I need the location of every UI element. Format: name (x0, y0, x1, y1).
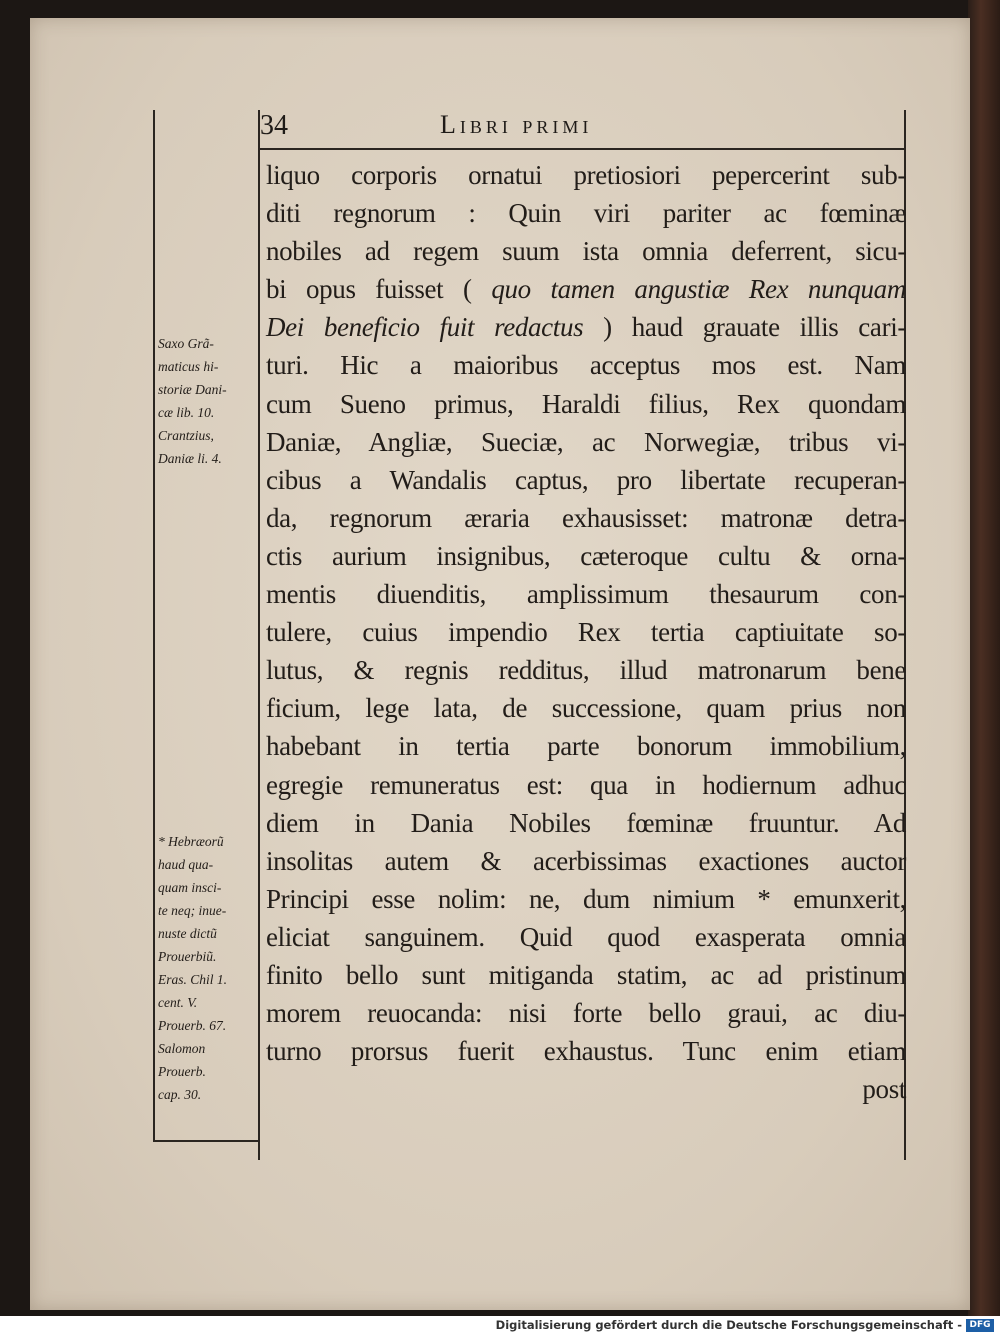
marginal-line: * Hebræorũ (158, 834, 224, 849)
text-line: Principi esse nolim: ne, dum nimium * emunxerit, (266, 883, 906, 914)
marginal-line: Eras. Chil 1. (158, 972, 228, 987)
text-line: nobiles ad regem suum ista omnia deferrent, sicu- (266, 236, 906, 267)
marginal-note-proverb (158, 830, 262, 1106)
marginal-line: Salomon (158, 1041, 206, 1056)
book-edge (968, 0, 1000, 1318)
text-line-mixed (266, 270, 906, 308)
text-line: ctis aurium insignibus, cæteroque cultu & orna- (266, 540, 906, 571)
text-line-mixed (266, 308, 906, 346)
marginal-line: maticus hi- (158, 359, 219, 374)
marginal-line: cent. V. (158, 995, 198, 1010)
marginal-line: Saxo Grã- (158, 336, 214, 351)
text-line: mentis diuenditis, amplissimum thesaurum con- (266, 579, 906, 610)
text-line: cum Sueno primus, Haraldi filius, Rex quondam (266, 388, 906, 419)
marginal-line: haud qua- (158, 857, 214, 872)
text-line: ficium, lege lata, de successione, quam prius non (266, 693, 906, 724)
text-span: bi opus fuisset ( (266, 274, 492, 305)
text-line: cibus a Wandalis captus, pro libertate recuperan- (266, 464, 906, 495)
body-text (266, 156, 906, 1108)
text-line: habebant in tertia parte bonorum immobilium, (266, 731, 906, 762)
marginal-line: Prouerb. 67. (158, 1018, 227, 1033)
text-line: Daniæ, Angliæ, Sueciæ, ac Norwegiæ, tribus vi- (266, 426, 906, 457)
marginal-note-saxo (158, 332, 262, 470)
text-line: lutus, & regnis redditus, illud matronarum bene (266, 655, 906, 686)
text-line: tulere, cuius impendio Rex tertia captiuitate so- (266, 617, 906, 648)
marginal-line: quam insci- (158, 880, 222, 895)
italic-span: Dei beneficio fuit redactus (266, 312, 584, 343)
text-span: ) haud grauate illis cari- (583, 312, 906, 343)
text-line: turno prorsus fuerit exhaustus. Tunc enim etiam (266, 1036, 906, 1067)
marginal-line: Prouerb. (158, 1064, 206, 1079)
marginal-line: te neq; inue- (158, 903, 227, 918)
footer-bar (0, 1316, 1000, 1336)
text-line: insolitas autem & acerbissimas exactiones auctor (266, 845, 906, 876)
rule-outer-left (153, 110, 155, 1140)
dfg-logo: DFG (966, 1319, 994, 1332)
text-line: diem in Dania Nobiles fœminæ fruuntur. Ad (266, 807, 906, 838)
text-line: diti regnorum : Quin viri pariter ac fœminæ (266, 198, 906, 229)
text-line: egregie remuneratus est: qua in hodiernum adhuc (266, 769, 906, 800)
text-line: turi. Hic a maioribus acceptus mos est. Nam (266, 350, 906, 381)
text-line: finito bello sunt mitiganda statim, ac ad pristinum (266, 959, 906, 990)
rule-header-bottom (258, 148, 904, 150)
marginal-line: nuste dictũ (158, 926, 217, 941)
text-line: liquo corporis ornatui pretiosiori pepercerint sub- (266, 160, 906, 190)
marginal-line: Prouerbiũ. (158, 949, 217, 964)
marginal-line: Crantzius, (158, 428, 214, 443)
page-number: 34 (260, 110, 288, 141)
marginal-line: Daniæ li. 4. (158, 451, 222, 466)
text-line: da, regnorum æraria exhausisset: matronæ detra- (266, 502, 906, 533)
running-head: Libri primi (440, 110, 593, 139)
italic-span: quo tamen angustiæ Rex nunquam (491, 274, 906, 305)
rule-bottom (153, 1140, 259, 1142)
catchword: post (862, 1074, 906, 1105)
marginal-line: cæ lib. 10. (158, 405, 215, 420)
text-line: morem reuocanda: nisi forte bello graui, ac diu- (266, 998, 906, 1029)
marginal-line: cap. 30. (158, 1087, 202, 1102)
funding-credit: Digitalisierung gefördert durch die Deutsche Forschungsgemeinschaft - (495, 1318, 962, 1332)
marginal-line: storiæ Dani- (158, 382, 227, 397)
text-line: eliciat sanguinem. Quid quod exasperata omnia (266, 921, 906, 952)
